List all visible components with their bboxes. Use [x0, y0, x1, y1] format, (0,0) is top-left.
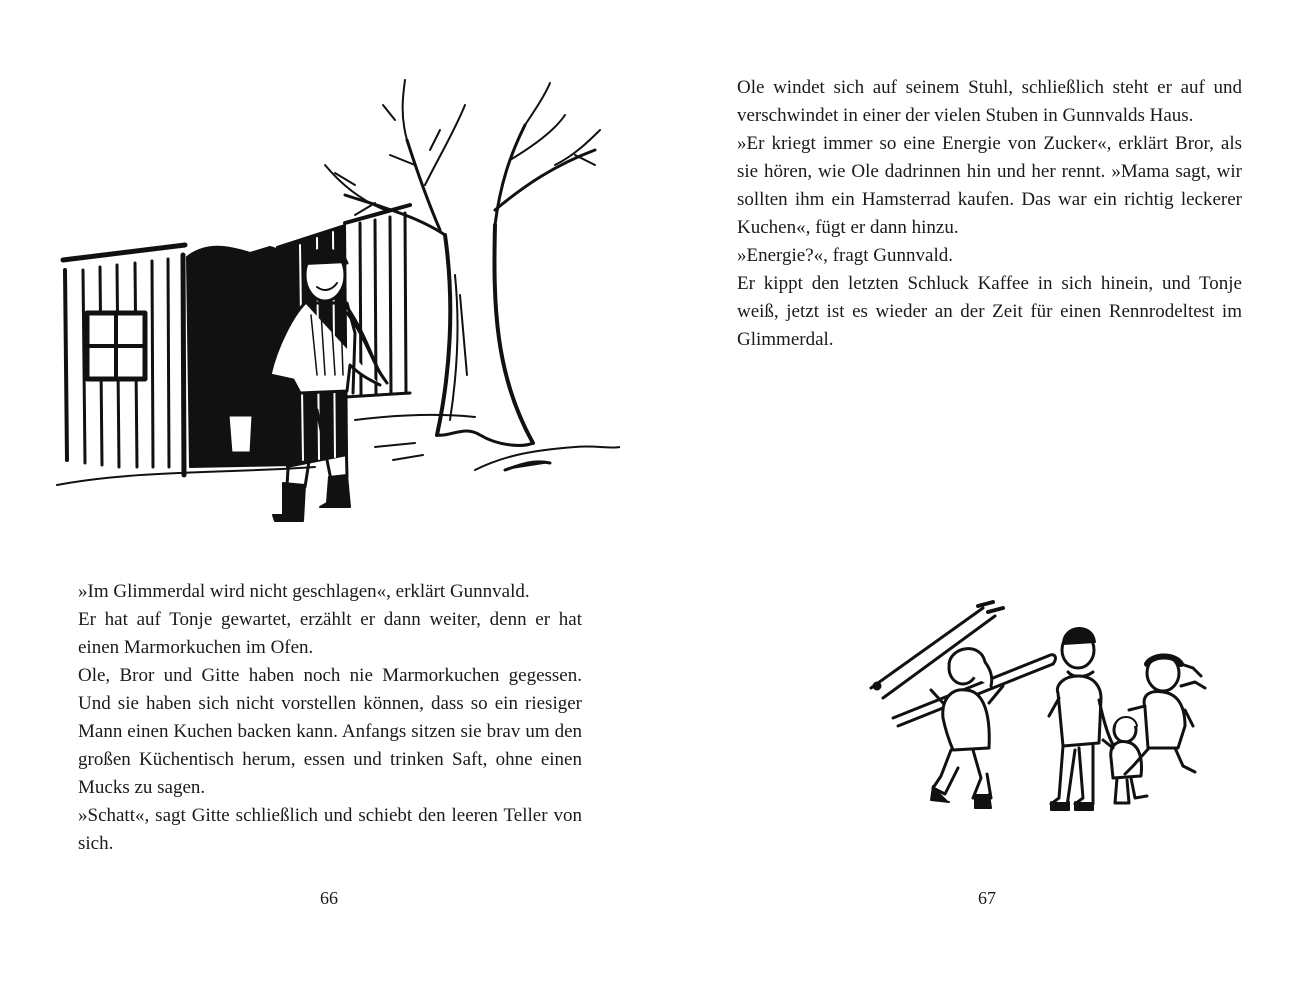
paragraph: »Im Glimmerdal wird nicht geschlagen«, erklärt Gunnvald. [78, 581, 530, 602]
right-page [658, 0, 1316, 1000]
page-number: 66 [320, 888, 338, 908]
right-page-text [737, 74, 1242, 354]
children-skis-illustration [863, 598, 1208, 828]
shed-man-tree-illustration [55, 75, 620, 530]
paragraph: Ole, Bror und Gitte haben noch nie Marmorkuchen gegessen. Und sie haben sich nicht vorstellen können, dass so ein riesiger Mann einen Kuchen backen kann. Anfangs sitzen sie brav um den großen Küchentisch herum, essen und trinken Saft, ohne einen Mucks zu sagen. [78, 665, 582, 798]
left-page-text [78, 578, 582, 858]
paragraph: Er hat auf Tonje gewartet, erzählt er dann weiter, denn er hat einen Marmorkuchen im Ofen. [78, 609, 582, 658]
paragraph: »Er kriegt immer so eine Energie von Zucker«, erklärt Bror, als sie hören, wie Ole dadrinnen hin und her rennt. »Mama sagt, wir sollten ihm ein Hamsterrad kaufen. Das war ein richtig leckerer Kuchen«, fügt er dann hinzu. [737, 133, 1242, 238]
paragraph: »Schatt«, sagt Gitte schließlich und schiebt den leeren Teller von sich. [78, 805, 582, 854]
page-number: 67 [978, 888, 996, 908]
paragraph: Er kippt den letzten Schluck Kaffee in sich hinein, und Tonje weiß, jetzt ist es wieder an der Zeit für einen Rennrodeltest im Glimmerdal. [737, 273, 1242, 350]
paragraph: Ole windet sich auf seinem Stuhl, schließlich steht er auf und verschwindet in einer der vielen Stuben in Gunnvalds Haus. [737, 77, 1242, 126]
paragraph: »Energie?«, fragt Gunnvald. [737, 245, 953, 266]
